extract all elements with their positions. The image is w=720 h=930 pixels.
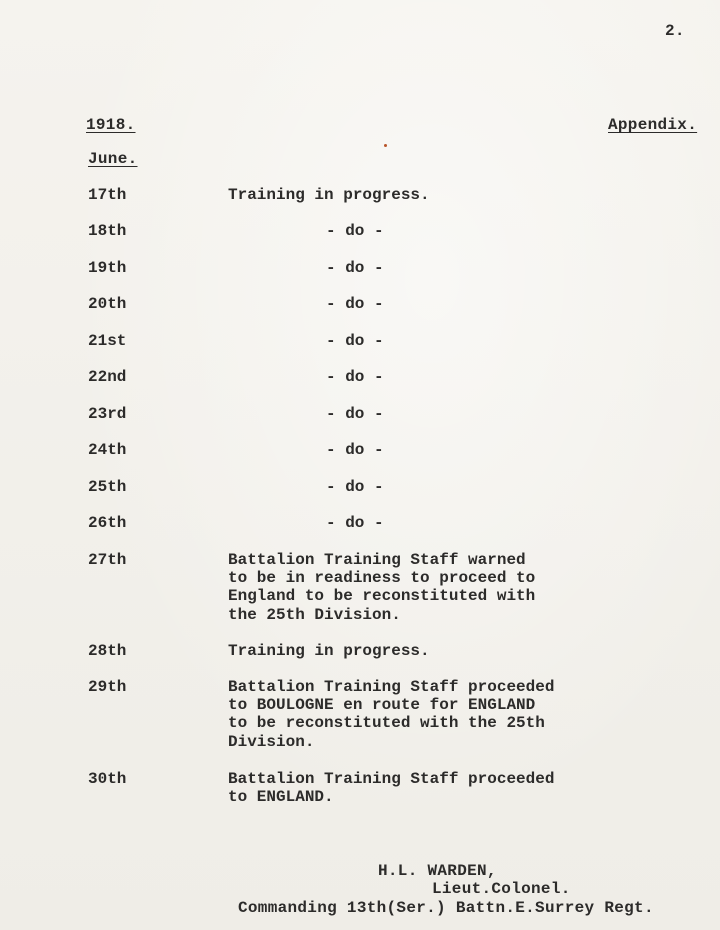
entry-text: Battalion Training Staff proceeded to ENGLAND.: [228, 770, 555, 807]
entry-date: 21st: [88, 332, 127, 350]
entry-text: - do -: [326, 222, 384, 240]
entry-text: Battalion Training Staff proceeded to BOULOGNE en route for ENGLAND to be reconstituted with the 25th Division.: [228, 678, 555, 751]
entry-text: - do -: [326, 295, 384, 313]
entry-text: - do -: [326, 332, 384, 350]
ink-spot: [384, 144, 387, 147]
entry-text: Training in progress.: [228, 186, 430, 204]
entry-date: 28th: [88, 642, 127, 660]
entry-text: - do -: [326, 441, 384, 459]
entry-date: 25th: [88, 478, 127, 496]
appendix-heading: Appendix.: [608, 116, 698, 134]
entry-text: Training in progress.: [228, 642, 430, 660]
entry-text: - do -: [326, 478, 384, 496]
entry-text: - do -: [326, 405, 384, 423]
entry-text: - do -: [326, 259, 384, 277]
entry-date: 18th: [88, 222, 127, 240]
entry-text: - do -: [326, 514, 384, 532]
entry-date: 17th: [88, 186, 127, 204]
entry-date: 22nd: [88, 368, 127, 386]
entry-date: 26th: [88, 514, 127, 532]
entry-date: 23rd: [88, 405, 127, 423]
entry-date: 29th: [88, 678, 127, 696]
signature-rank: Lieut.Colonel.: [432, 880, 571, 898]
entry-date: 19th: [88, 259, 127, 277]
entry-text: - do -: [326, 368, 384, 386]
month-heading: June.: [88, 150, 138, 168]
year-heading: 1918.: [86, 116, 136, 134]
page-number: 2.: [665, 22, 685, 40]
entry-date: 20th: [88, 295, 127, 313]
entry-date: 24th: [88, 441, 127, 459]
entry-date: 30th: [88, 770, 127, 788]
entry-date: 27th: [88, 551, 127, 569]
entry-text: Battalion Training Staff warned to be in readiness to proceed to England to be reconstituted with the 25th Division.: [228, 551, 536, 624]
signature-command: Commanding 13th(Ser.) Battn.E.Surrey Regt.: [238, 899, 654, 917]
signature-name: H.L. WARDEN,: [378, 862, 497, 880]
